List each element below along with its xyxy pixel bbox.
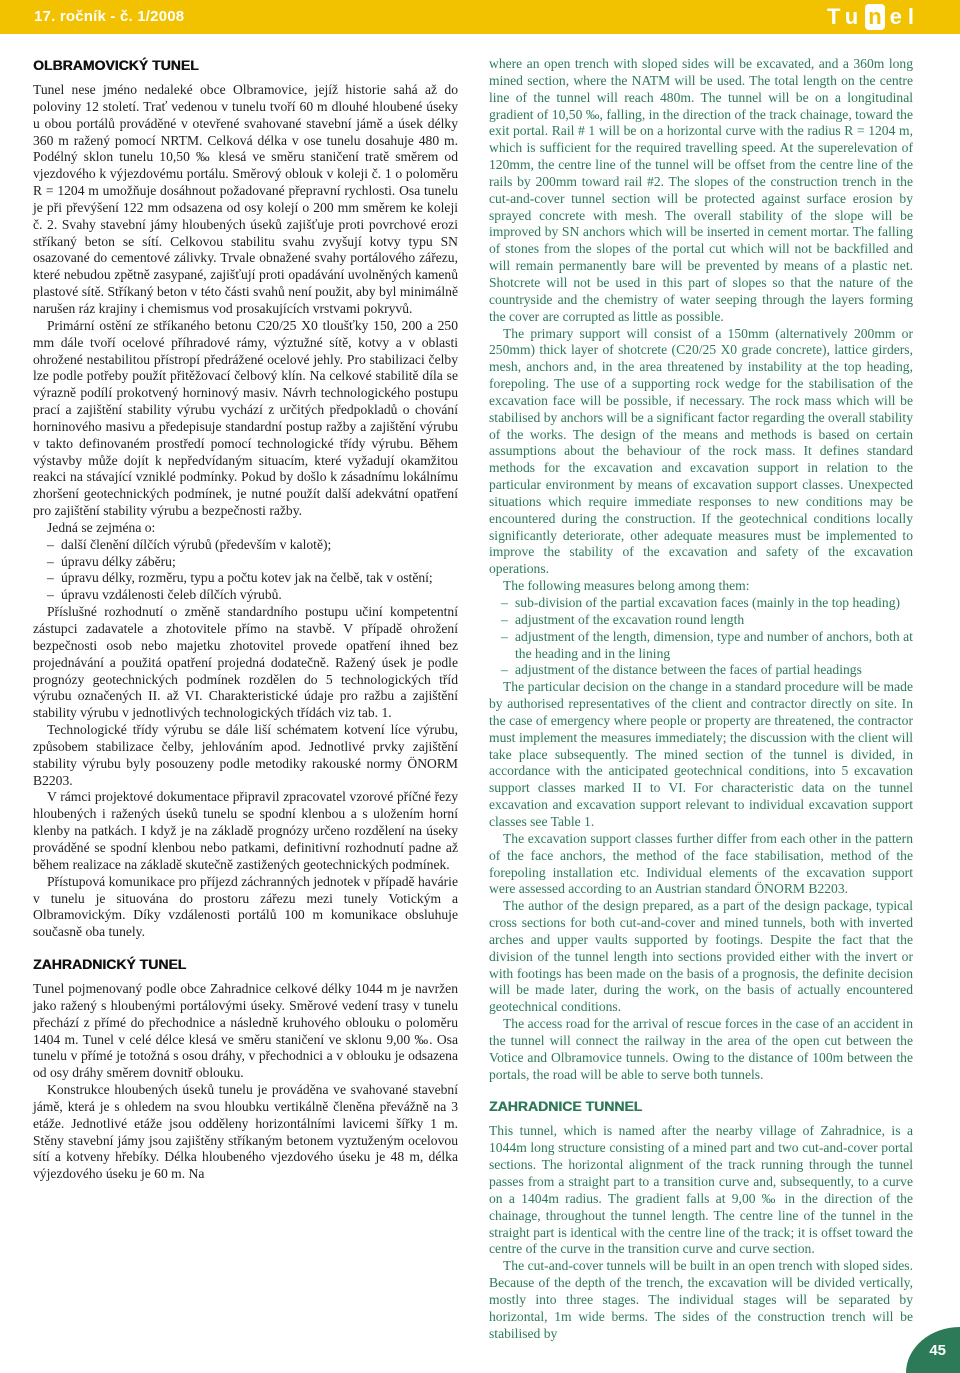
list-item: – úpravu vzdálenosti čeleb dílčích výrubů.: [33, 587, 458, 604]
list-item: – další členění dílčích výrubů (především v kalotě);: [33, 537, 458, 554]
paragraph: Primární ostění ze stříkaného betonu C20/25 X0 tloušťky 150, 200 a 250 mm dále tvoří ocelové příhradové rámy, výztužné sítě, kotvy a v oblasti ohrožené nestabilitou přístropí předrážené ocelové jehly. Pro stabilizaci čelby lze podle potřeby použít přitěžovací čelbový klín. Na celkové stabilitě díla se výrazně podílí prokotvený horninový masiv. Návrh technologického postupu prací a zajištění stability výrubu vychází z určitých předpokladů o chování horninového masivu a předepisuje standardní postup ražby a zajištění výrubu v takto definovaném prostředí pomocí technologické třídy výrubu. Během výstavby může dojít k nepředvídaným situacím, které vyžadují okamžitou reakci na stávající vzniklé podmínky. Pokud by došlo k zásadnímu lokálnímu zhoršení geotechnických podmínek, je nutné použít další adekvátní opatření pro zajištění stability výrubu a bezpečnosti ražby.: [33, 317, 458, 519]
list-item: – adjustment of the distance between the faces of partial headings: [489, 662, 913, 679]
list-item: – adjustment of the length, dimension, type and number of anchors, both at the heading and in the lining: [489, 629, 913, 663]
list-item: – úpravu délky záběru;: [33, 554, 458, 571]
logo-text-m: n: [865, 4, 884, 30]
paragraph: The access road for the arrival of rescue forces in the case of an accident in the tunnel will connect the railway in the area of the open cut between the Votice and Olbramovice tunnels. Owing to the distance of 100m between the portals, the road will be able to serve both tunnels.: [489, 1016, 913, 1082]
english-column: [489, 56, 913, 1342]
paragraph: The following measures belong among them:: [503, 578, 750, 594]
logo-text-left: Tu: [826, 4, 865, 29]
paragraph: Příslušné rozhodnutí o změně standardního postupu učiní kompetentní zástupci zadavatele a zhotovitele přímo na stavbě. V případě ohrožení bezpečnosti osob nebo majetku zhotovitel provede opatření ihned bez projednávání a použitá opatření projedná dodatečně. Ražený úsek je podle prognózy geotechnických podmínek rozdělen do 5 technologických tříd výrubu označených II. až VI. Charakteristické údaje pro ražbu a zajištění stability výrubu v jednotlivých technologických třídách viz tab. 1.: [33, 604, 458, 721]
list-item: – sub-division of the partial excavation faces (mainly in the top heading): [489, 595, 913, 612]
list-item: – adjustment of the excavation round length: [489, 612, 913, 629]
list-item: – úpravu délky, rozměru, typu a počtu kotev jak na čelbě, tak v ostění;: [33, 570, 458, 587]
paragraph: The particular decision on the change in a standard procedure will be made by authorised representatives of the client and contractor directly on site. In the case of emergency where people or property are threatened, the contractor must implement the measures immediately; the discussion with the client will take place subsequently. The mined section of the tunnel is divided, in accordance with the anticipated geotechnical conditions, into 5 excavation support classes marked II to VI. For characteristic data on the tunnel excavation and excavation support relevant to individual excavation support classes see Table 1.: [489, 679, 913, 829]
paragraph: Konstrukce hloubených úseků tunelu je prováděna ve svahované stavební jámě, která je s ohledem na svou hloubku vertikálně členěna převážně na 3 etáže. Jednotlivé etáže jsou odděleny horizontálními lavicemi šířky 1 m. Stěny stavební jámy jsou zajištěny stříkaným betonem vyztuženým ocelovou sítí a kotveny hřebíky. Délka hloubeného vjezdového úseku je 48 m, délka výjezdového úseku je 60 m. Na: [33, 1082, 458, 1182]
section-heading-zahradnice: ZAHRADNICKÝ TUNEL: [33, 956, 187, 973]
measures-list: [489, 595, 913, 679]
section-heading-zahradnice-tunnel: ZAHRADNICE TUNNEL: [489, 1098, 643, 1115]
section-heading-olbramovice: OLBRAMOVICKÝ TUNEL: [33, 57, 199, 73]
paragraph: Tunel pojmenovaný podle obce Zahradnice celkové délky 1044 m je navržen jako ražený s hloubenými portálovými úseky. Směrové vedení trasy v tunelu přechází z přímé do přechodnice a následně kruhového oblouku o poloměru 1404 m. Tunel v celé délce klesá ve směru staničení ve sklonu 9,00 ‰. Osa tunelu v přímé je totožná s osou dráhy, v přechodnici a v oblouku je odsazena od osy dráhy směrem dovnitř oblouku.: [33, 981, 458, 1081]
paragraph: Jedná se zejména o:: [47, 519, 156, 535]
tunel-logo: [827, 4, 920, 30]
paragraph: Technologické třídy výrubu se dále liší schématem kotvení líce výrubu, způsobem stabilizace čelby, jehlováním apod. Jednotlivé prvky zajištění stability výrubu byly posouzeny podle metodiky rakouské normy ÖNORM B2203.: [33, 722, 458, 788]
page-number: 45: [929, 1342, 946, 1359]
header-bar: [0, 0, 960, 34]
measures-list: [33, 537, 458, 604]
logo-text-right: el: [889, 4, 920, 29]
paragraph: where an open trench with sloped sides will be excavated, and a 360m long mined section, where the NATM will be used. The total length on the centre line of the tunnel will reach 480m. The tunnel will be on a longitudinal gradient of 10,50 ‰, falling, in the direction of the track chainage, toward the exit portal. Rail # 1 will be on a horizontal curve with the radius R = 1204 m, which is sufficient for the required travelling speed. At the superelevation of 120mm, the centre line of the tunnel will be offset from the centre line of the rails by 200mm toward rail #2. The slopes of the construction trench in the cut-and-cover tunnel section will be protected against surface erosion by sprayed concrete with mesh. The overall stability of the slope will be improved by SN anchors which will be inserted in cement mortar. The falling of stones from the slopes of the portal cut which will not be backfilled and will remain permanently bare will be prevented by means of a plastic net. Shotcrete will not be used in this part of slopes so that the nature of the countryside and the chemistry of water seeping through the layers forming the cover are corrupted as little as possible.: [489, 56, 913, 324]
issue-label: 17. ročník - č. 1/2008: [34, 8, 185, 25]
paragraph: The primary support will consist of a 150mm (alternatively 200mm or 250mm) thick layer of shotcrete (C20/25 X0 grade concrete), lattice girders, mesh, anchors and, in the area threatened by instability at the top heading, forepoling. The use of a supporting rock wedge for the stabilisation of the excavation face will be possible, if necessary. The rock mass which will be stabilised by anchors will be a significant factor regarding the overall stability of the works. The design of the means and methods is based on certain assumptions about the behaviour of the rock mass. It defines standard methods for the excavation and excavation support in relation to the particular environment by means of excavation support classes. Unexpected situations which require immediate responses to new conditions may be encountered during the construction. If the geotechnical conditions locally significantly deteriorate, other adequate measures must be implemented to improve the stability of the excavation and safety of the excavation operations.: [489, 325, 913, 577]
paragraph: Přístupová komunikace pro příjezd záchranných jednotek v případě havárie v tunelu je situována do prostoru zářezu mezi tunely Votickým a Olbramovickým. Díky vzdálenosti portálů 100 m komunikace obsluhuje současně oba tunely.: [33, 873, 458, 940]
paragraph: The excavation support classes further differ from each other in the pattern of the face anchors, the method of the face stabilisation, method of the forepoling installation etc. Individual elements of the excavation support were assessed according to an Austrian standard ÖNORM B2203.: [489, 830, 913, 897]
czech-column: [33, 56, 458, 1183]
paragraph: This tunnel, which is named after the nearby village of Zahradnice, is a 1044m long structure consisting of a mined part and two cut-and-cover portal sections. The horizontal alignment of the track running through the tunnel passes from a straight part to a transition curve and, subsequently, to a curve on a 1404m radius. The gradient falls at 9,00 ‰ in the direction of the chainage, throughout the tunnel length. The centre line of the tunnel in the straight part is identical with the centre line of the track; it is offset toward the centre of the curve in the transition curve and curve section.: [489, 1123, 913, 1257]
paragraph: The author of the design prepared, as a part of the design package, typical cross sections for both cut-and-cover and mined tunnels, both with inverted arches and upper vaults supported by footings. Despite the fact that the division of the tunnel length into sections provided either with the invert or with footings has been made on the basis of a prognosis, the definite decision will be made later, during the work, on the basis of actually encountered geotechnical conditions.: [489, 898, 913, 1015]
paragraph: Tunel nese jméno nedaleké obce Olbramovice, jejíž historie sahá až do poloviny 12 století. Trať vedenou v tunelu tvoří 60 m dlouhé hloubené úseky u obou portálů prováděné v otevřené svahované stavební jámě a úsek délky 360 m ražený pomocí NRTM. Celková délka v ose tunelu dosahuje 480 m. Podélný sklon tunelu 10,50 ‰ klesá ve směru staničení tratě směrem od vjezdového k výjezdovému portálu. Směrový oblouk v koleji č. 1 o poloměru R = 1204 m umožňuje dosáhnout požadované přepravní rychlosti. Osa tunelu je při převýšení 122 mm odsazena od osy kolejí o 200 mm směrem ke koleji č. 2. Svahy stavební jámy hloubených úseků zajišťuje proti povrchové erozi stříkaný beton se sítí. Celkovou stabilitu svahu zvyšují kotvy typu SN osazované do cementové zálivky. Trvale obnažené svahy portálového zářezu, které nebudou zpětně zasypané, zajišťují proti opadávání uvolněných kamenů plastové sítě. Stříkaný beton v této části svahů není použit, aby byl minimálně narušen ráz krajiny i chemismus vod prosakujících vrstvami pokryvů.: [33, 82, 458, 316]
paragraph: The cut-and-cover tunnels will be built in an open trench with sloped sides. Because of the depth of the trench, the excavation will be divided vertically, mostly into three stages. The individual stages will be separated by horizontal, 1m wide berms. The sides of the construction trench will be stabilised by: [489, 1258, 913, 1341]
paragraph: V rámci projektové dokumentace připravil zpracovatel vzorové příčné řezy hloubených i ražených úseků tunelu se spodní klenbou a s uložením horní klenby na patkách. I když je na základě prognózy určeno rozdělení na úseky prováděné se spodní klenbou nebo patkami, definitivní rozhodnutí padne až během realizace na základě skutečně zastižených geotechnických podmínek.: [33, 789, 458, 872]
